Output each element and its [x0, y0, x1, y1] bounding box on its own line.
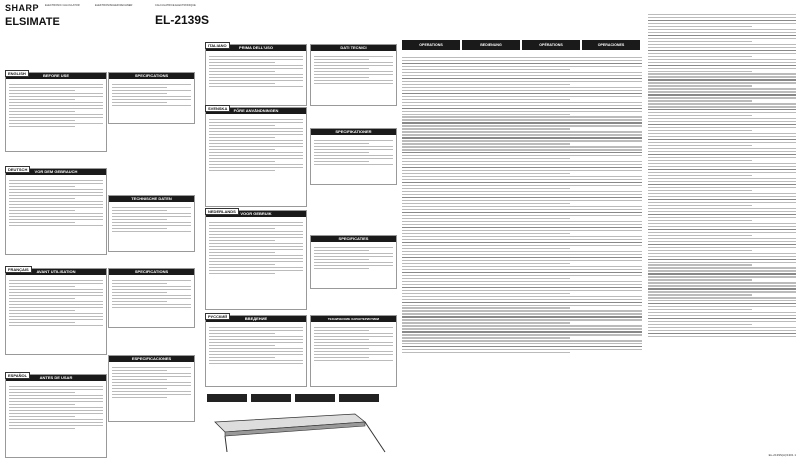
section-title: TECHNISCHE DATEN [109, 196, 194, 202]
lang-label-italiano: ITALIANO [205, 42, 230, 49]
operations-header [402, 40, 642, 52]
section-title: SPECIFICATIONS [109, 269, 194, 275]
diagram-label-box [339, 394, 379, 402]
section-title: ВВЕДЕНИЕ [206, 316, 306, 322]
section-title: VOR DEM GEBRAUCH [6, 169, 106, 175]
lang-label-francais: FRANÇAIS [5, 266, 32, 273]
diagram-label-box [295, 394, 335, 402]
calculator-diagram [205, 392, 400, 456]
diagram-label-box [207, 394, 247, 402]
section-deutsch-before-use [5, 168, 107, 255]
operations-title: OPERACIONES [582, 40, 640, 50]
section-francais-before-use [5, 268, 107, 355]
lang-label-espanol: ESPAÑOL [5, 372, 30, 379]
section-svenska-before-use [205, 107, 307, 207]
operations-title: BEDIENUNG [462, 40, 520, 50]
footer-code: EL-2139S(A)/1301 1 [768, 453, 796, 457]
subtitle-right: CALCULATRICE ELECTRONIQUE [155, 4, 196, 7]
calculator-stand [365, 422, 385, 452]
section-russian-specs [310, 315, 397, 387]
right-column-text [648, 12, 796, 339]
product-line: ELSIMATE [5, 16, 60, 28]
subtitle-left: ELECTRONIC CALCULATOR [45, 4, 80, 7]
section-title: BEFORE USE [6, 73, 106, 79]
lang-label-russian: РУССКИЙ [205, 313, 230, 320]
section-nederlands-specs [310, 235, 397, 289]
section-title: PRIMA DELL'USO [206, 45, 306, 51]
section-francais-specs [108, 268, 195, 328]
section-english-specs [108, 72, 195, 124]
operations-text [402, 55, 642, 355]
lang-label-nederlands: NEDERLANDS [205, 208, 239, 215]
section-title: ESPECIFICACIONES [109, 356, 194, 362]
section-title: SPECIFICATIONS [109, 73, 194, 79]
section-title: SPECIFICATIES [311, 236, 396, 242]
subtitle-mid: ELEKTRONISCHER RECHNER [95, 4, 133, 7]
section-title: ANTES DE USAR [6, 375, 106, 381]
section-italiano-specs [310, 44, 397, 106]
section-espanol-specs [108, 355, 195, 422]
section-nederlands-before-use [205, 210, 307, 310]
lang-label-svenska: SVENSKA [205, 105, 230, 112]
section-title: SPECIFIKATIONER [311, 129, 396, 135]
operations-title: OPÉRATIONS [522, 40, 580, 50]
section-title: FÖRE ANVÄNDNINGEN [206, 108, 306, 114]
section-title: DATI TECNICI [311, 45, 396, 51]
diagram-label-box [251, 394, 291, 402]
lang-label-deutsch: DEUTSCH [5, 166, 30, 173]
section-russian-before-use [205, 315, 307, 387]
brand-logo: SHARP [5, 3, 40, 13]
section-deutsch-specs [108, 195, 195, 252]
calculator-stand [225, 436, 227, 452]
section-espanol-before-use [5, 374, 107, 458]
section-title: ТЕХНИЧЕСКИЕ ХАРАКТЕРИСТИКИ [311, 316, 396, 322]
section-english-before-use [5, 72, 107, 152]
section-svenska-specs [310, 128, 397, 185]
section-title: VOOR GEBRUIK [206, 211, 306, 217]
lang-label-english: ENGLISH [5, 70, 29, 77]
model-number: EL-2139S [155, 13, 210, 27]
section-title: AVANT UTILISATION [6, 269, 106, 275]
operations-title: OPERATIONS [402, 40, 460, 50]
section-italiano-before-use [205, 44, 307, 106]
